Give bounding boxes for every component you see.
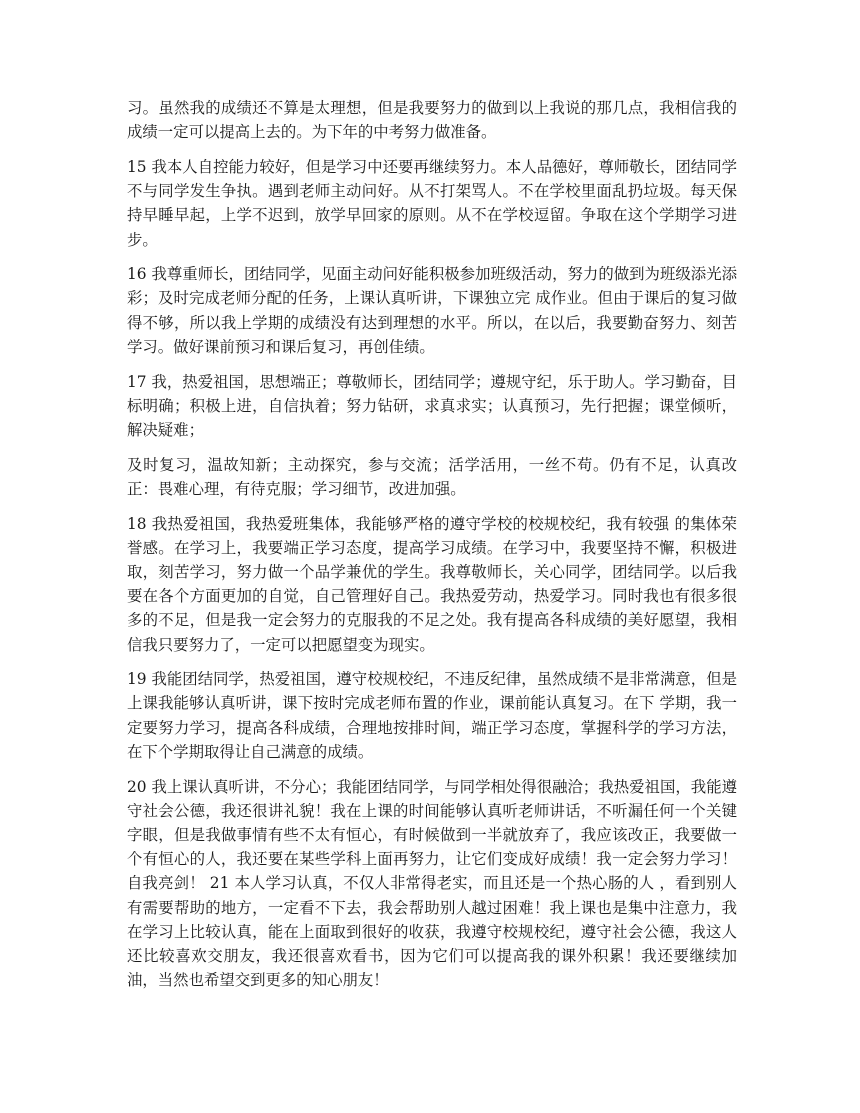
- paragraph-4: 17 我，热爱祖国，思想端正；尊敬师长，团结同学；遵规守纪，乐于助人。学习勤奋，目标明确；积极上进，自信执着；努力钻研，求真求实；认真预习，先行把握；课堂倾听，解决疑难；: [127, 372, 737, 439]
- document-body: [127, 96, 737, 1003]
- paragraph-5: 及时复习，温故知新；主动探究，参与交流；活学活用，一丝不苟。仍有不足，认真改正：畏难心理，有待克服；学习细节，改进加强。: [127, 455, 737, 498]
- paragraph-1: 习。虽然我的成绩还不算是太理想，但是我要努力的做到以上我说的那几点，我相信我的成绩一定可以提高上去的。为下年的中考努力做准备。: [127, 99, 737, 142]
- paragraph-8: 20 我上课认真听讲，不分心；我能团结同学，与同学相处得很融洽；我热爱祖国，我能遵守社会公德，我还很讲礼貌！我在上课的时间能够认真听老师讲话，不听漏任何一个关键字眼，但是我做事情有些不太有恒心，有时候做到一半就放弃了，我应该改正，我要做一个有恒心的人，我还要在某些学科上面再努力，让它们变成好成绩！我一定会努力学习！自我亮剑！ 21 本人学习认真，不仅人非常得老实，而且还是一个热心肠的人 ，看到别人有需要帮助的地方，一定看不下去，我会帮助别人越过困难！我上课也是集中注意力，我在学习上比较认真，能在上面取到很好的收获，我遵守校规校纪，遵守社会公德，我这人还比较喜欢交朋友，我还很喜欢看书，因为它们可以提高我的课外积累！我还要继续加油，当然也希望交到更多的知心朋友！: [127, 777, 737, 990]
- paragraph-6: 18 我热爱祖国，我热爱班集体，我能够严格的遵守学校的校规校纪，我有较强 的集体荣誉感。在学习上，我要端正学习态度，提高学习成绩。在学习中，我要坚持不懈，积极进取，刻苦学习，努力做一个品学兼优的学生。我尊敬师长，关心同学，团结同学。以后我要在各个方面更加的自觉，自己管理好自己。我热爱劳动，热爱学习。同时我也有很多很多的不足，但是我一定会努力的克服我的不足之处。我有提高各科成绩的美好愿望，我相信我只要努力了，一定可以把愿望变为现实。: [127, 514, 737, 654]
- paragraph-7: 19 我能团结同学，热爱祖国，遵守校规校纪，不违反纪律，虽然成绩不是非常满意，但是上课我能够认真听讲，课下按时完成老师布置的作业，课前能认真复习。在下 学期，我一定要努力学习，提高各科成绩，合理地按排时间，端正学习态度，掌握科学的学习方法，在下个学期取得让自己满意的成绩。: [127, 670, 737, 761]
- paragraph-3: 16 我尊重师长，团结同学，见面主动问好能积极参加班级活动，努力的做到为班级添光添彩；及时完成老师分配的任务，上课认真听讲，下课独立完 成作业。但由于课后的复习做得不够，所以我上学期的成绩没有达到理想的水平。所以，在以后，我要勤奋努力、刻苦学习。做好课前预习和课后复习，再创佳绩。: [127, 265, 737, 356]
- paragraph-2: 15 我本人自控能力较好，但是学习中还要再继续努力。本人品德好，尊师敬长，团结同学不与同学发生争执。遇到老师主动问好。从不打架骂人。不在学校里面乱扔垃圾。每天保持早睡早起，上学不迟到，放学早回家的原则。从不在学校逗留。争取在这个学期学习进步。: [127, 157, 737, 249]
